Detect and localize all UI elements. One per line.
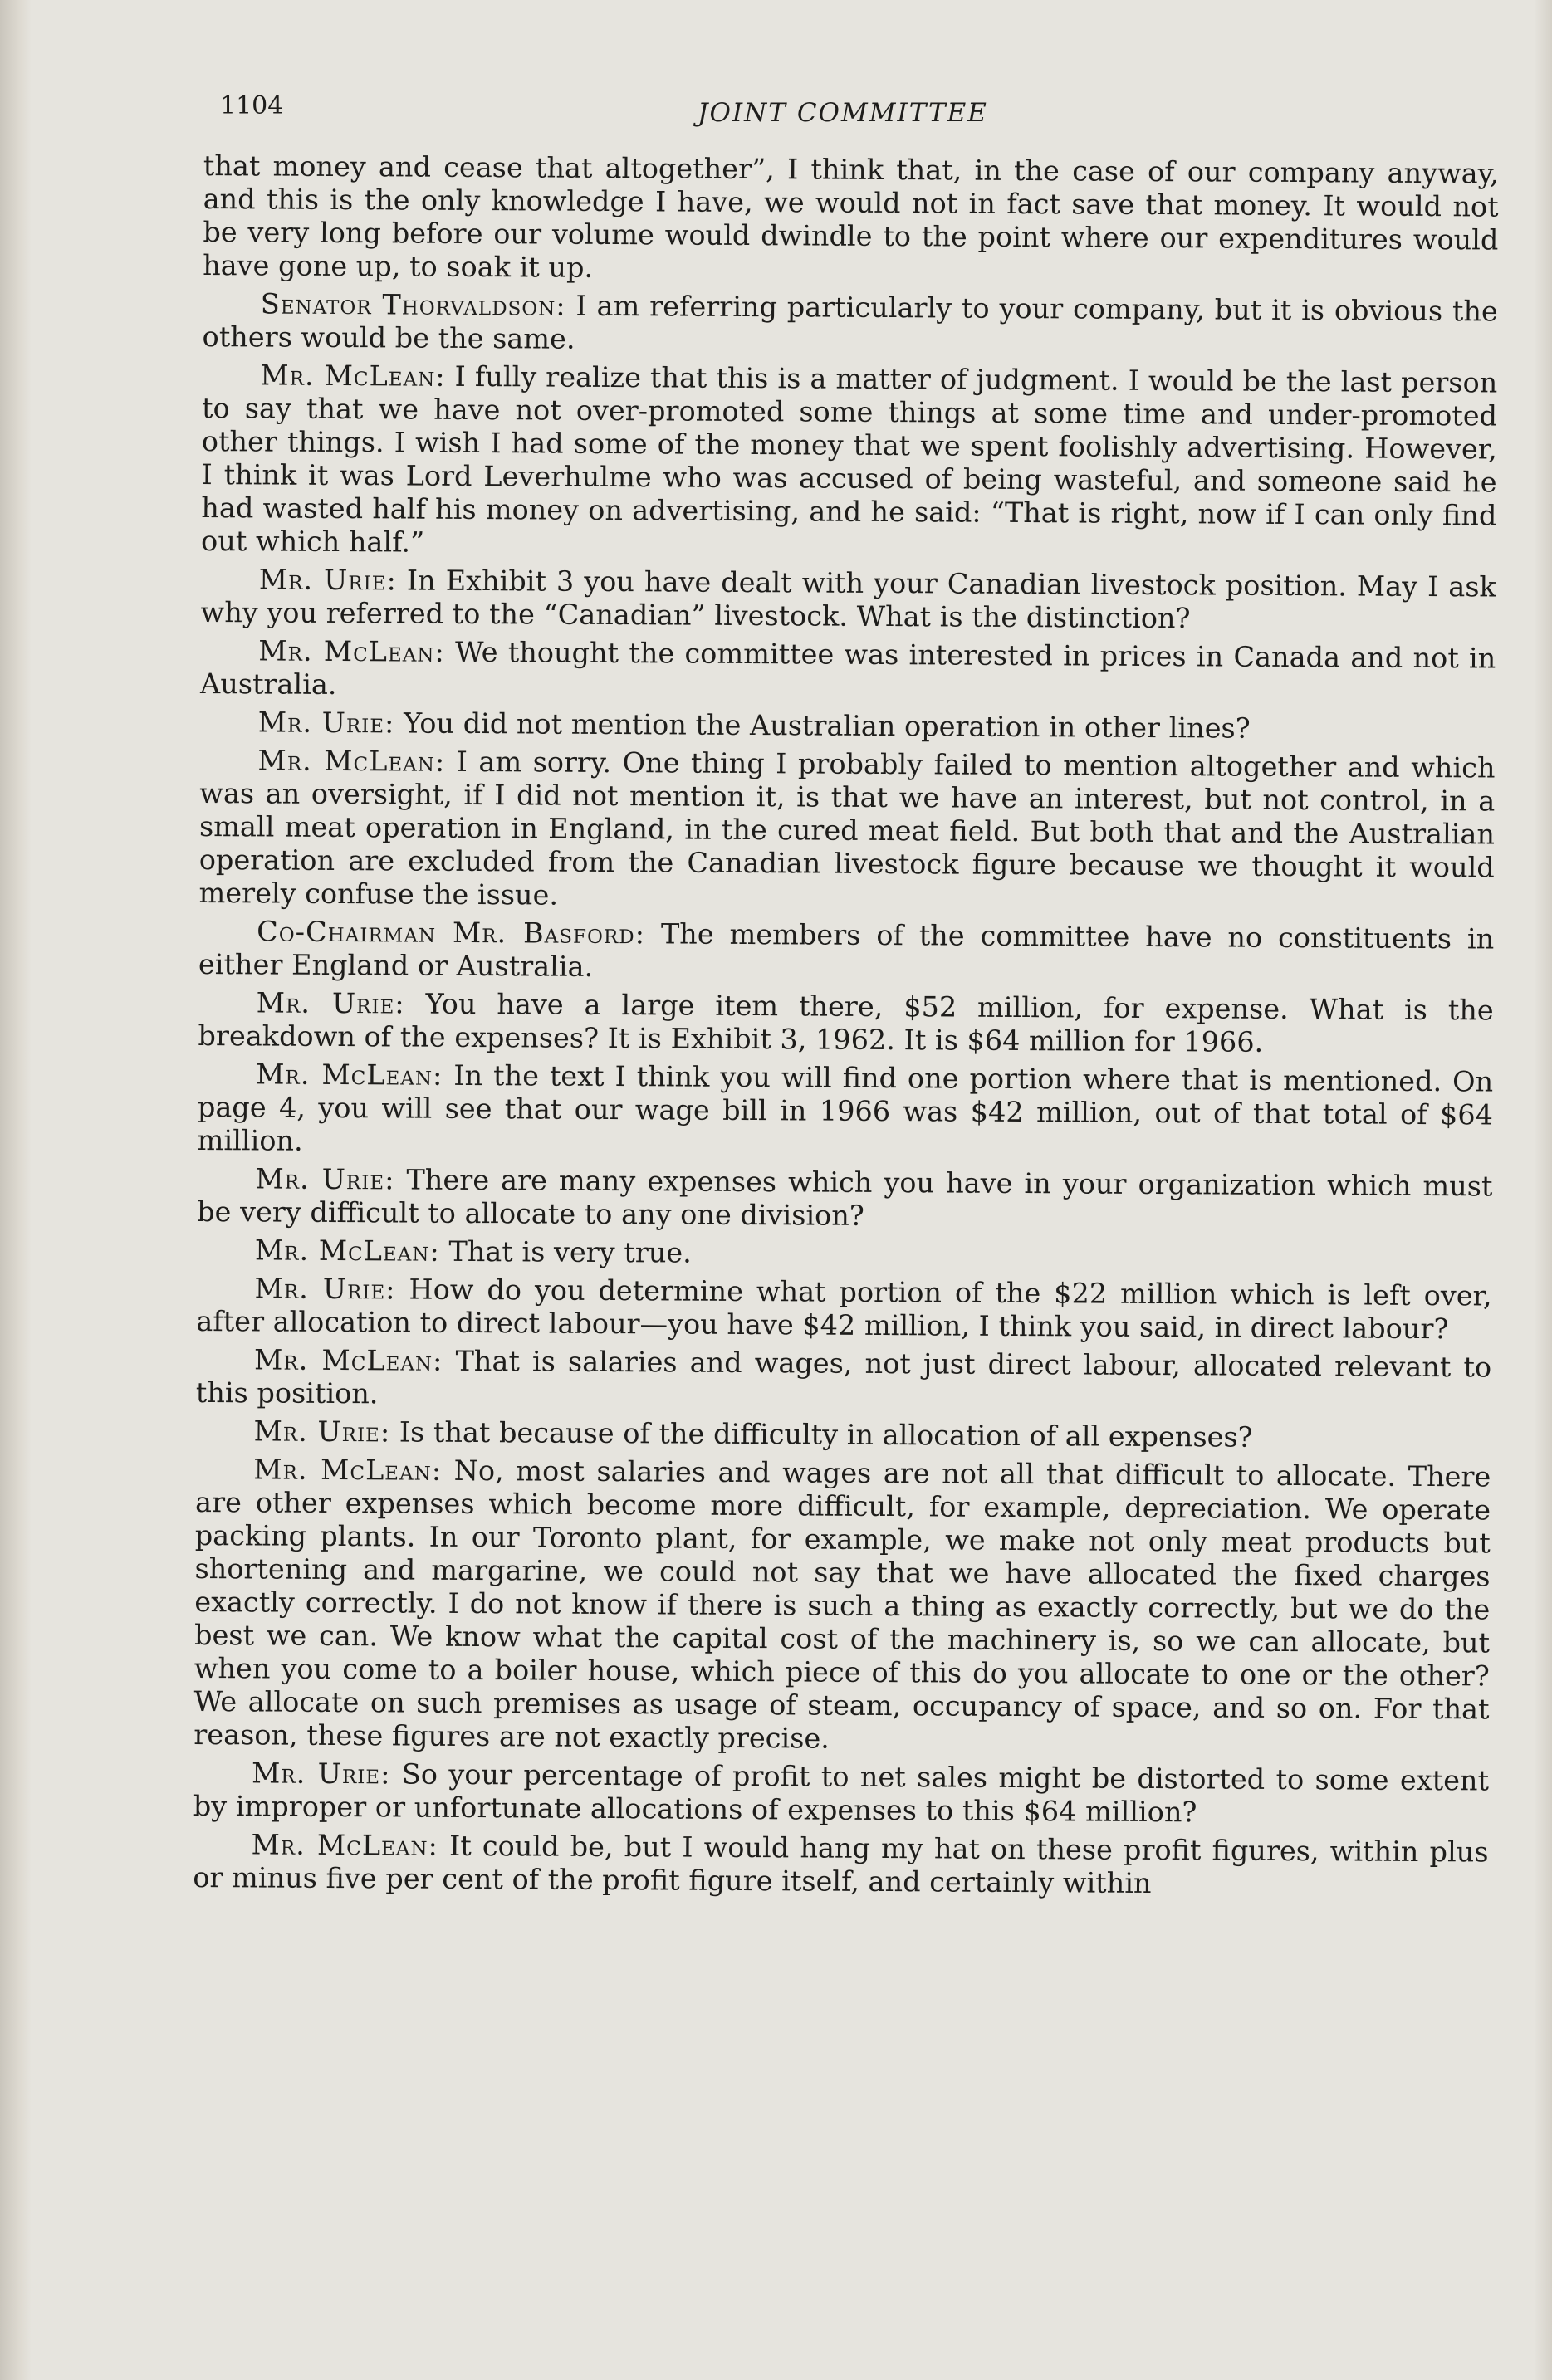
paragraph-text: In Exhibit 3 you have dealt with your Canadian livestock position. May I ask why you referred to the “Canadian” livestock. What is the distinction?	[200, 564, 1496, 635]
speaker-name: Mr. McLean:	[254, 1234, 440, 1268]
speaker-name: Co-Chairman Mr. Basford:	[257, 915, 646, 951]
paragraph-text: In the text I think you will find one portion where that is mentioned. On page 4, you will see that our wage bill in 1966 was $42 million, out of that total of $64 million.	[197, 1058, 1494, 1157]
speaker-name: Mr. Urie:	[255, 1162, 395, 1196]
paragraph-text: That is very true.	[439, 1234, 692, 1269]
speaker-name: Mr. Urie:	[251, 1757, 391, 1791]
speaker-name: Mr. Urie:	[256, 986, 405, 1020]
speaker-name: Mr. McLean:	[251, 1828, 439, 1862]
paragraph-text: So your percentage of profit to net sales might be distorted to some extent by improper or unfortunate allocations of expenses to this $64 million?	[193, 1757, 1490, 1829]
paragraph-text: Is that because of the difficulty in allocation of all expenses?	[390, 1415, 1253, 1454]
paragraph-text: I am referring particularly to your company, but it is obvious the others would be the same.	[202, 289, 1498, 355]
transcript-paragraph	[200, 634, 1496, 709]
speaker-name: Mr. Urie:	[253, 1415, 391, 1449]
paragraph-text: There are many expenses which you have in your organization which must be very difficult to allocate to any one division?	[197, 1163, 1493, 1232]
transcript-paragraph	[195, 1415, 1491, 1456]
speaker-name: Mr. McLean:	[253, 1343, 443, 1377]
paragraph-text: No, most salaries and wages are not all that difficult to allocate. There are other expenses which become more difficult, for example, depreciation. We operate packing plants. In our Toronto plant, for example, we make not only meat products but shortening and margarine, we could not say that we have allocated the fixed charges exactly correctly. I do not know if there is such a thing as exactly correctly, but we do the best we can. We know what the capital cost of the machinery is, so we can allocate, but when you come to a boiler house, which piece of this do you allocate to one or the other? We allocate on such premises as usage of steam, occupancy of space, and so on. For that reason, these figures are not exactly precise.	[193, 1454, 1491, 1755]
paragraph-text: We thought the committee was interested in prices in Canada and not in Australia.	[199, 635, 1496, 701]
transcript-paragraph	[193, 1453, 1491, 1760]
speaker-name: Mr. Urie:	[254, 1272, 396, 1306]
speaker-name: Mr. Urie:	[258, 563, 397, 597]
transcript-paragraph	[196, 1272, 1491, 1346]
running-title: JOINT COMMITTEE	[698, 98, 988, 128]
transcript-paragraph	[203, 149, 1499, 291]
transcript-paragraph	[196, 1343, 1491, 1418]
speaker-name: Mr. McLean:	[253, 1453, 443, 1487]
speaker-name: Mr. McLean:	[258, 634, 445, 668]
transcript-body	[193, 149, 1499, 1902]
page-header	[220, 91, 1466, 149]
speaker-name: Mr. McLean:	[257, 744, 446, 778]
page-number: 1104	[220, 91, 284, 120]
paragraph-text: that money and cease that altogether”, I think that, in the case of our company anyway, and this is the only knowledge I have, we would not in fact save that money. It would not be very long before our volume would dwindle to the point where our expenditures would have gone up, to soak it up.	[203, 149, 1499, 284]
transcript-paragraph	[200, 563, 1496, 638]
transcript-paragraph	[193, 1757, 1489, 1831]
transcript-paragraph	[197, 1162, 1492, 1237]
paragraph-text: How do you determine what portion of the $22 million which is left over, after allocation to direct labour—you have $42 million, I think you said, in direct labour?	[196, 1273, 1492, 1346]
transcript-paragraph	[198, 986, 1493, 1061]
paragraph-text: You have a large item there, $52 million, for expense. What is the breakdown of the expenses? It is Exhibit 3, 1962. It is $64 million for 1966.	[198, 987, 1494, 1058]
paragraph-text: I fully realize that this is a matter of judgment. I would be the last person to say that we have not over-promoted some things at some time and under-promoted other things. I wish I had some of the money that we spent foolishly advertising. However, I think it was Lord Leverhulme who was accused of being wasteful, and someone said he had wasted half his money on advertising, and he said: “That is right, now if I can only find out which half.”	[201, 359, 1498, 559]
speaker-name: Mr. McLean:	[256, 1058, 443, 1092]
transcript-paragraph	[198, 915, 1494, 990]
transcript-paragraph	[197, 1234, 1492, 1275]
transcript-paragraph	[202, 287, 1497, 362]
speaker-name: Mr. McLean:	[260, 359, 446, 393]
page-edge	[1534, 0, 1552, 2380]
binding-edge	[0, 0, 32, 2380]
paragraph-text: You did not mention the Australian operation in other lines?	[394, 706, 1251, 745]
paragraph-text: I am sorry. One thing I probably failed to mention altogether and which was an oversight, if I did not mention it, is that we have an interest, but not control, in a small meat operation in England, in the cured meat field. But both that and the Australian operation are excluded from the Canadian livestock figure because we thought it would merely confuse the issue.	[198, 745, 1496, 911]
transcript-paragraph	[200, 706, 1496, 747]
transcript-paragraph	[198, 744, 1495, 918]
paragraph-text: The members of the committee have no constituents in either England or Australia.	[198, 917, 1495, 983]
transcript-paragraph	[201, 359, 1497, 566]
transcript-paragraph	[198, 1058, 1494, 1166]
paragraph-text: That is salaries and wages, not just direct labour, allocated relevant to this position.	[195, 1344, 1492, 1410]
paragraph-text: It could be, but I would hang my hat on these profit figures, within plus or minus five per cent of the profit figure itself, and certainly within	[193, 1829, 1489, 1900]
speaker-name: Senator Thorvaldson:	[260, 287, 566, 322]
speaker-name: Mr. Urie:	[257, 706, 395, 740]
transcript-paragraph	[193, 1828, 1488, 1903]
